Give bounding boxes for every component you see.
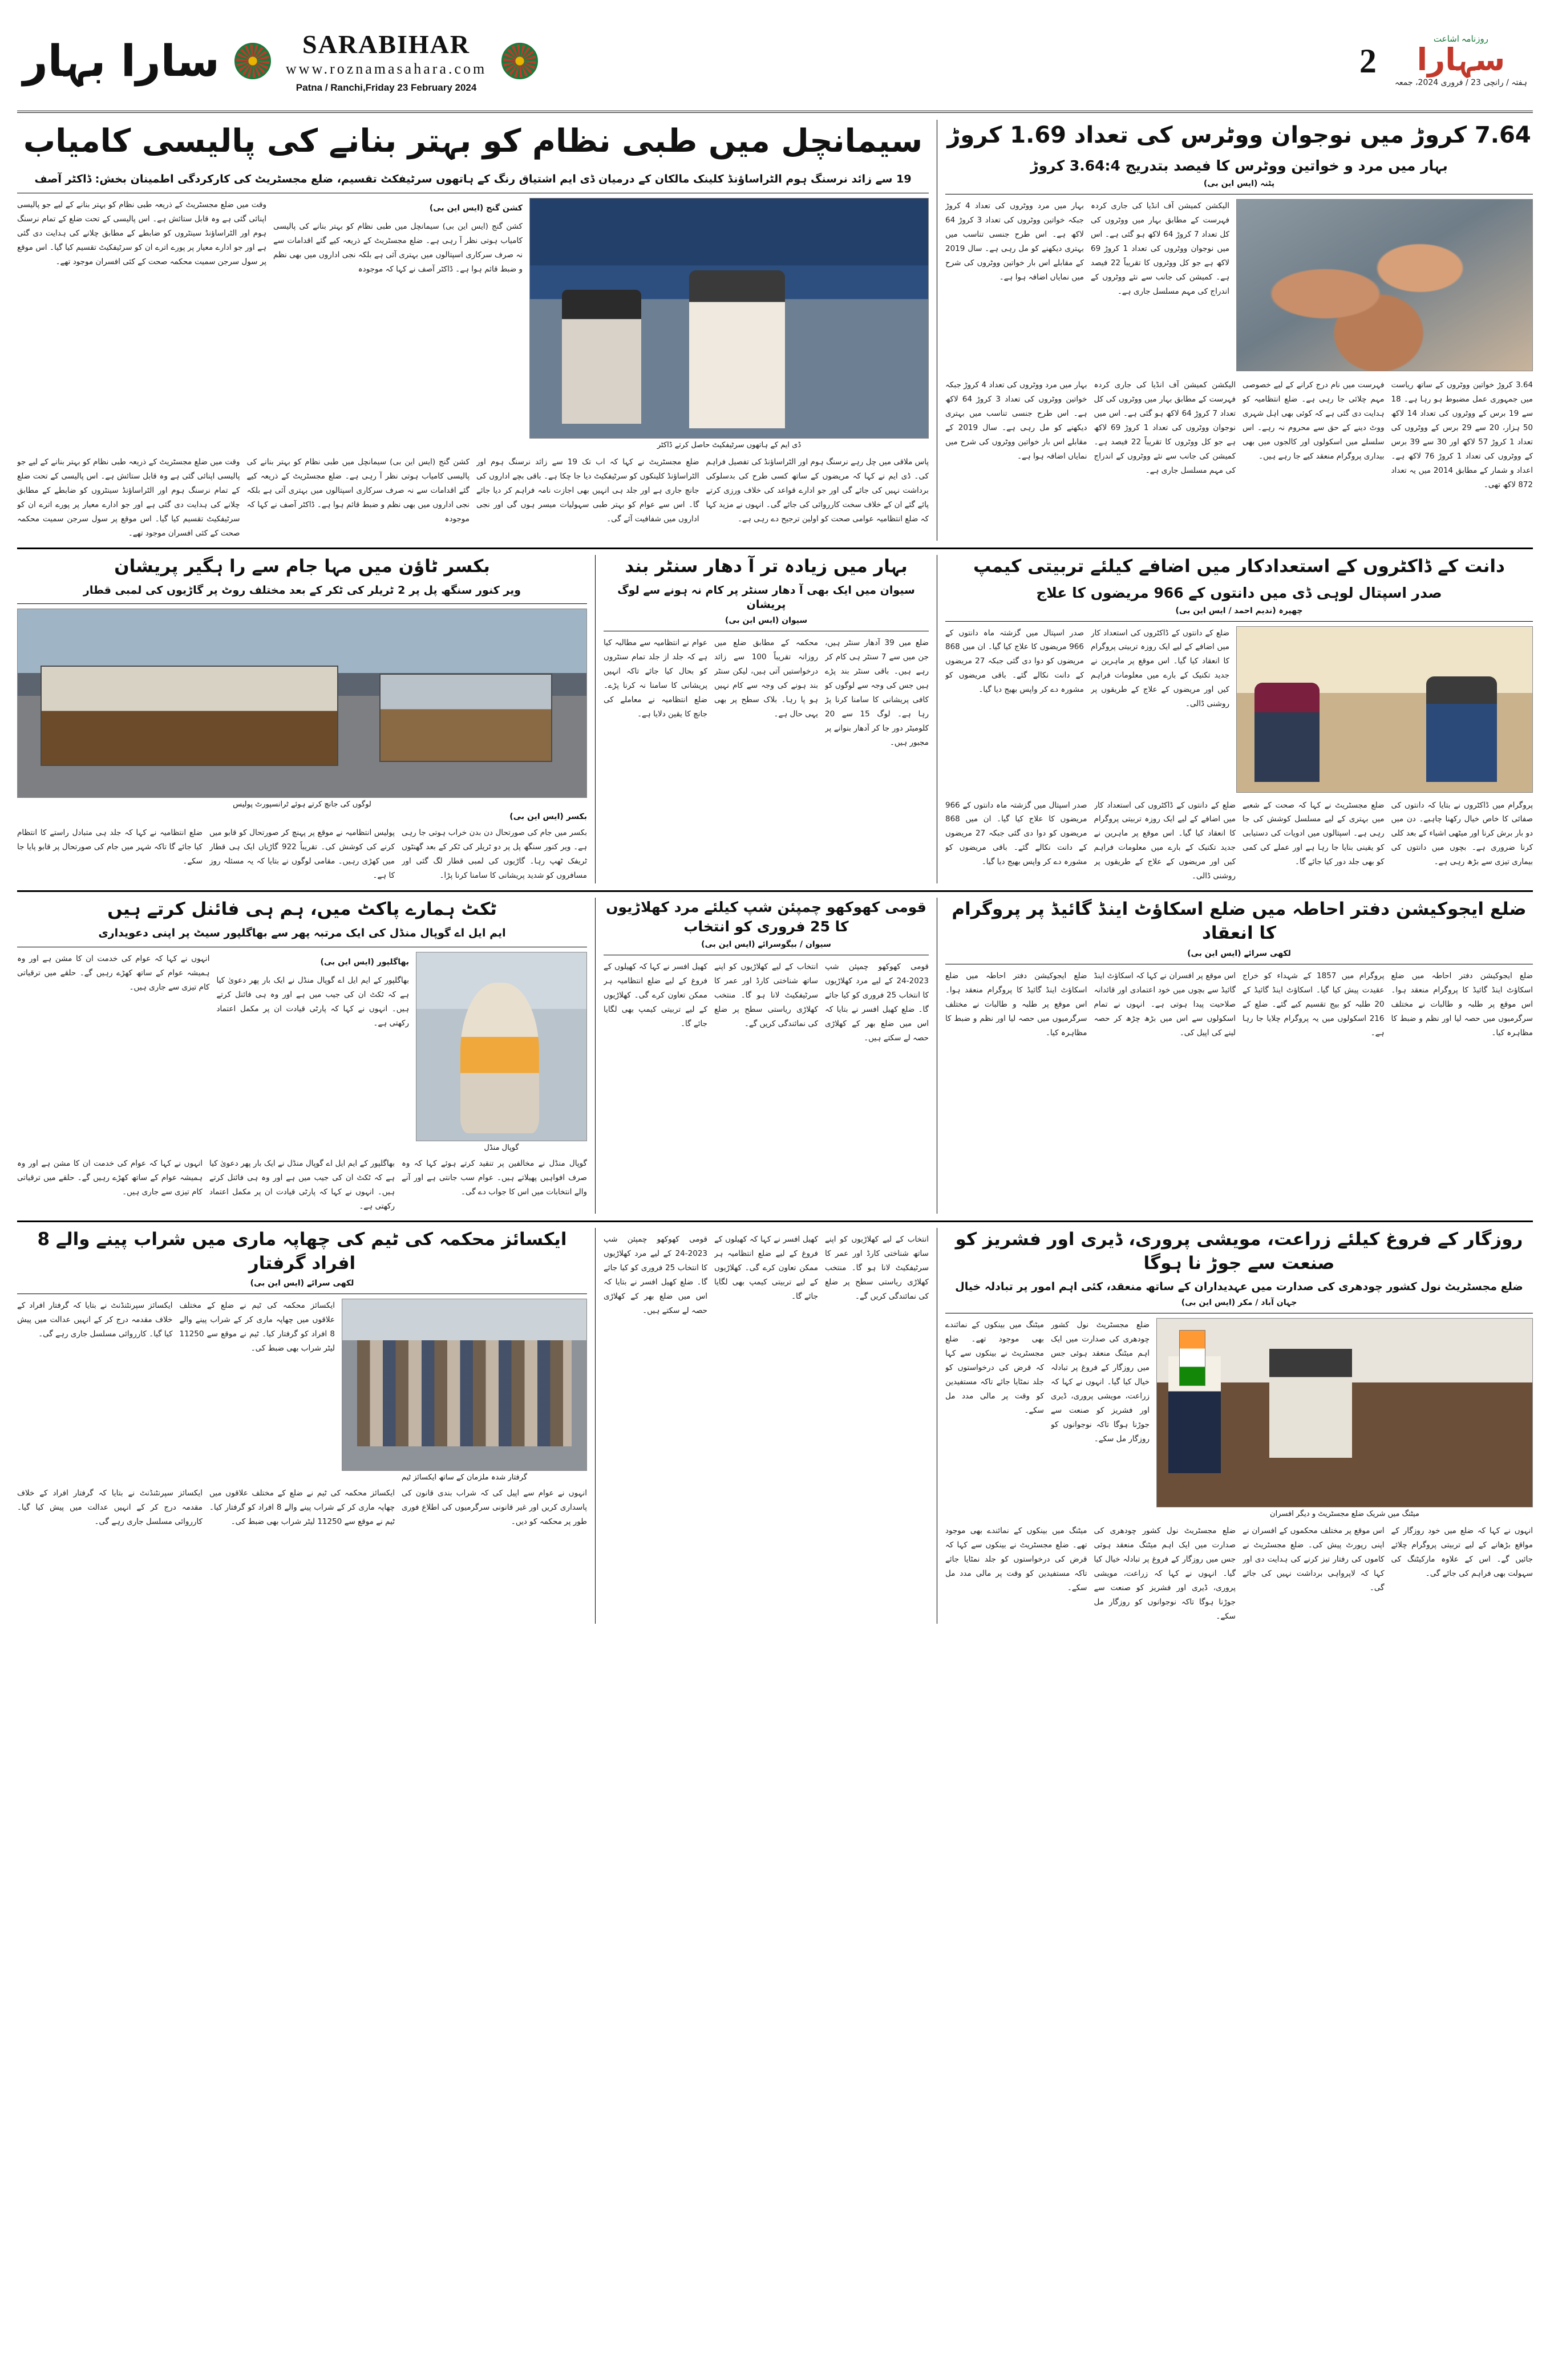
article-education — [945, 898, 1533, 1213]
employment-top — [945, 1318, 1533, 1518]
lead-col-d: ضلع مجسٹریٹ نے کہا کہ اب تک 19 سے زائد نرسنگ ہوم اور الٹراساؤنڈ کلینکوں کو سرٹیفکیٹ دیا جا چکا ہے۔ باقی بچے اداروں کی جانچ جاری ہے اور جلد ہی انہیں بھی اجازت نامہ فراہم کر دیا جائے گا۔ اس سے عوام کو بہتر طبی سہولیات میسر ہوں گی اور نجی اداروں میں شفافیت آئے گی۔ — [476, 457, 699, 524]
dental-col-c: پروگرام میں ڈاکٹروں نے بتایا کہ دانتوں کی صفائی کا خاص خیال رکھنا چاہیے۔ دن میں دو بار برش کرنا اور میٹھی اشیاء کے بعد کلی کرنا ضروری ہے۔ بچوں میں دانتوں کی بیماری تیزی سے بڑھ رہی ہے۔ — [1391, 800, 1533, 867]
aadhaar-col-a: ضلع میں 39 آدھار سنٹر ہیں، جن میں سے 7 سنٹر ہی کام کر رہے ہیں۔ باقی سنٹر بند پڑے ہیں جس کی وجہ سے لوگوں کو کافی پریشانی کا سامنا کرنا پڑ رہا ہے۔ لوگ 15 سے 20 کلومیٹر دور جا کر آدھار بنوانے پر مجبور ہیں۔ — [825, 638, 929, 747]
employment-byline: جہان آباد / مکر (ایس این بی) — [1181, 1298, 1297, 1307]
ticket-col-a — [217, 952, 410, 1152]
rule-below-middle-row — [17, 890, 1533, 892]
dental-col-b: صدر اسپتال میں گزشتہ ماہ دانتوں کے 966 مریضوں کا علاج کیا گیا۔ ان میں 868 مریضوں کو دوا دی گئی جبکہ 27 مریضوں کے دانت نکالے گئے۔ باقی مریضوں کو مشورہ دے کر واپس بھیج دیا گیا۔ — [945, 628, 1084, 695]
aadhaar-subhead: سیوان میں ایک بھی آ دھار سنٹر پر کام نہ ہونے سے لوگ پریشان — [617, 583, 915, 611]
ticket-col-b: انہوں نے کہا کہ عوام کی خدمت ان کا مشن ہے اور وہ ہمیشہ عوام کے ساتھ کھڑے رہیں گے۔ حلقے میں ترقیاتی کام تیزی سے جاری ہیں۔ — [17, 954, 210, 992]
lead-body-2 — [17, 455, 929, 541]
lead-body — [17, 198, 929, 449]
article-voters — [945, 120, 1533, 541]
voters-bottom — [945, 378, 1533, 492]
masthead-left — [1351, 35, 1527, 87]
excise-col-c: انہوں نے عوام سے اپیل کی کہ شراب بندی قانون کی پاسداری کریں اور غیر قانونی سرگرمیوں کی اطلاع فوری طور پر محکمہ کو دیں۔ — [402, 1489, 587, 1527]
employment-subhead: ضلع مجسٹریٹ نول کشور چودھری کی صدارت میں عہدیداران کے ساتھ منعقد، کئی اہم امور پر تبادلہ خیال — [955, 1280, 1523, 1294]
logo-top-line: روزنامہ اشاعت — [1433, 35, 1488, 44]
dental-col-f: صدر اسپتال میں گزشتہ ماہ دانتوں کے 966 مریضوں کا علاج کیا گیا۔ ان میں 868 مریضوں کو دوا دی گئی جبکہ 27 مریضوں کے دانت نکالے گئے۔ باقی مریضوں کو مشورہ دے کر واپس بھیج دیا گیا۔ — [945, 800, 1087, 867]
column-divider-3 — [595, 555, 596, 883]
ticket-col-d: بھاگلپور کے ایم ایل اے گوپال منڈل نے ایک بار پھر دعویٰ کیا ہے کہ ٹکٹ ان کی جیب میں ہے اور وہ ہی فائنل کرتے ہیں۔ انہوں نے کہا کہ پارٹی قیادت ان پر مکمل اعتماد رکھتی ہے۔ — [209, 1158, 395, 1211]
excise-photo-caption: گرفتار شدہ ملزمان کے ساتھ ایکسائز ٹیم — [401, 1473, 528, 1482]
masthead-right-title: سارا بہار — [23, 35, 220, 86]
voters-col-e: الیکشن کمیشن آف انڈیا کی جاری کردہ فہرست کے مطابق بہار میں ووٹروں کی کل تعداد 7 کروڑ 64 لاکھ ہو گئی ہے۔ اس میں نوجوان ووٹروں کی تعداد 1 کروڑ 69 لاکھ ہے جو کل ووٹروں کا تقریباً 22 فیصد ہے۔ کمیشن کی جانب سے نئے ووٹروں کے اندراج کی مہم مسلسل جاری ہے۔ — [1094, 380, 1236, 475]
excise-byline: لکھی سرائے (ایس این بی) — [250, 1279, 354, 1288]
column-divider-5 — [595, 898, 596, 1213]
article-employment — [945, 1228, 1533, 1624]
dental-col-d: ضلع مجسٹریٹ نے کہا کہ صحت کے شعبے میں بہتری کے لیے مسلسل کوشش کی جا رہی ہے۔ اسپتالوں میں ادویات کی دستیابی کو یقینی بنایا جا رہا ہے اور عملے کی کمی کو بھی جلد دور کیا جائے گا۔ — [1243, 800, 1385, 867]
article-buxar — [17, 555, 587, 883]
lead-headline: سیمانچل میں طبی نظام کو بہتر بنانے کی پالیسی کامیاب — [23, 123, 923, 160]
voters-photo — [1236, 199, 1533, 371]
dental-top — [945, 626, 1533, 793]
lead-photo — [529, 198, 929, 439]
aadhaar-body — [604, 636, 929, 750]
employment-photo-caption: میٹنگ میں شریک ضلع مجسٹریٹ و دیگر افسران — [1270, 1510, 1419, 1518]
buxar-photo — [17, 609, 587, 798]
lead-subhead: 19 سے زائد نرسنگ ہوم الٹراساؤنڈ کلینک مالکان کے درمیان ڈی ایم اشتیاق رنگ کے ہاتھوں سرٹیفکٹ تقسیم، ضلع مجسٹریٹ کی کارکردگی اطمینان بخش: ڈاکٹر آصف — [34, 172, 912, 185]
rule-below-top-row — [17, 548, 1533, 549]
lead-col-c: پاس ملاقی میں چل رہے نرسنگ ہوم اور الٹراساؤنڈ کی تفصیل فراہم کی۔ ڈی ایم نے کہا کہ مریضوں کے ساتھ کسی طرح کی بدسلوکی برداشت نہیں کی جائے گی اور جو ادارے قواعد کی خلاف ورزی کرتے پائے گئے ان کے خلاف سخت کارروائی کی جائے گی۔ انہوں نے مزید کہا کہ ضلع انتظامیہ عوامی صحت کو اولین ترجیح دے رہی ہے۔ — [706, 457, 929, 524]
indian-flag-icon — [1179, 1330, 1205, 1386]
article-lead — [17, 120, 929, 541]
excise-col-e: ایکسائز سپرنٹنڈنٹ نے بتایا کہ گرفتار افراد کے خلاف مقدمہ درج کر کے انہیں عدالت میں پیش کیا گیا۔ کارروائی مسلسل جاری رہے گی۔ — [17, 1489, 203, 1527]
employment-bottom — [945, 1524, 1533, 1624]
voters-col-a: الیکشن کمیشن آف انڈیا کی جاری کردہ فہرست کے مطابق بہار میں ووٹروں کی کل تعداد 7 کروڑ 64 لاکھ ہو گئی ہے۔ اس میں نوجوان ووٹروں کی تعداد 1 کروڑ 69 لاکھ ہے جو کل ووٹروں کا تقریباً 22 فیصد ہے۔ کمیشن کی جانب سے نئے ووٹروں کے اندراج کی مہم مسلسل جاری ہے۔ — [1091, 201, 1229, 296]
dental-photo — [1236, 626, 1533, 793]
sports-body — [604, 960, 929, 1045]
sports-col-a: قومی کھوکھو چمپئن شپ 2023-24 کے لیے مرد کھلاڑیوں کا انتخاب 25 فروری کو کیا جائے گا۔ ضلع کھیل افسر نے بتایا کہ اس میں ضلع بھر کے کھلاڑی حصہ لے سکتے ہیں۔ — [825, 962, 929, 1043]
ticket-photo — [416, 952, 587, 1141]
rosette-icon-left — [501, 43, 538, 79]
employment-col-d: اس موقع پر مختلف محکموں کے افسران نے اپنی رپورٹ پیش کی۔ ضلع مجسٹریٹ نے کاموں کی رفتار تیز کرنے کی ہدایت دی اور کہا کہ لاپرواہی برداشت نہیں کی جائے گی۔ — [1243, 1526, 1385, 1592]
logo-date: ہفتہ / رانچی 23 / فروری 2024، جمعہ — [1394, 78, 1527, 87]
employment-col-f: میٹنگ میں بینکوں کے نمائندے بھی موجود تھے۔ ضلع مجسٹریٹ نے بینکوں سے کہا کہ قرض کی درخواستوں کو جلد نمٹایا جائے تاکہ مستفیدین کو وقت پر مالی مدد مل سکے۔ — [945, 1526, 1087, 1592]
masthead-center — [286, 29, 487, 94]
excise-photo-wrap — [342, 1299, 587, 1482]
masthead — [17, 16, 1533, 113]
voters-top — [945, 199, 1533, 371]
lead-col-e: کشن گنج (ایس این بی) سیمانچل میں طبی نظام کو بہتر بنانے کی پالیسی کامیاب ہوتی نظر آ رہی ہے۔ ضلع مجسٹریٹ کے ذریعہ کیے گئے اقدامات سے نہ صرف سرکاری اسپتالوں میں بہتری آئی ہے بلکہ نجی اداروں میں بھی نظم و ضبط قائم ہوا ہے۔ ڈاکٹر آصف نے کہا کہ موجودہ — [246, 457, 470, 524]
dental-col-a: ضلع کے دانتوں کے ڈاکٹروں کی استعداد کار میں اضافے کے لیے ایک روزہ تربیتی پروگرام کا انعقاد کیا گیا۔ اس موقع پر ماہرین نے جدید تکنیک کے بارے میں معلومات فراہم کیں اور مریضوں کے علاج کے طریقوں پر روشنی ڈالی۔ — [1091, 628, 1229, 709]
lead-col-a-text: کشن گنج (ایس این بی) سیمانچل میں طبی نظام کو بہتر بنانے کی پالیسی کامیاب ہوتی نظر آ رہی ہے۔ ضلع مجسٹریٹ کے ذریعہ کیے گئے اقدامات سے نہ صرف سرکاری اسپتالوں میں بہتری آئی ہے بلکہ نجی اداروں میں بھی نظم و ضبط قائم ہوا ہے۔ ڈاکٹر آصف نے کہا کہ موجودہ — [273, 221, 523, 274]
voters-headline: 7.64 کروڑ میں نوجوان ووٹرس کی تعداد 1.69 کروڑ — [947, 122, 1531, 148]
buxar-byline: بکسر (ایس این بی) — [509, 812, 587, 822]
rule-below-third-row — [17, 1221, 1533, 1222]
aadhaar-col-b: محکمہ کے مطابق ضلع میں روزانہ تقریباً 100 سے زائد درخواستیں آتی ہیں، لیکن سنٹر بند ہونے کی وجہ سے کام نہیں ہو پا رہا۔ بلاک سطح پر بھی یہی حال ہے۔ — [714, 638, 818, 719]
place-date: Patna / Ranchi,Friday 23 February 2024 — [296, 82, 477, 93]
aadhaar-byline: سیوان (ایس این بی) — [725, 616, 808, 626]
buxar-body — [17, 826, 587, 883]
education-body — [945, 969, 1533, 1040]
voters-col-c: 3.64 کروڑ خواتین ووٹروں کے ساتھ ریاست میں جمہوری عمل مضبوط ہو رہا ہے۔ 18 سے 19 برس کے ووٹروں کی تعداد 14 لاکھ 50 ہزار، 20 سے 29 برس کے ووٹروں کی تعداد 1 کروڑ 57 لاکھ اور 30 سے 39 برس کے ووٹروں کی تعداد 1 کروڑ 76 لاکھ ہے۔ اعداد و شمار کے مطابق 2014 میں یہ تعداد 872 لاکھ تھی۔ — [1391, 380, 1533, 489]
ticket-photo-caption: گوپال منڈل — [484, 1143, 519, 1152]
buxar-col-b: پولیس انتظامیہ نے موقع پر پہنچ کر صورتحال کو قابو میں کرنے کی کوشش کی۔ تقریباً 922 گاڑیاں ایک ہی قطار میں کھڑی رہیں۔ مقامی لوگوں نے بتایا کہ یہ مسئلہ روز کا ہے۔ — [209, 828, 395, 881]
lead-col-b: وقت میں ضلع مجسٹریٹ کے ذریعہ طبی نظام کو بہتر بنانے کے لیے جو پالیسی اپنائی گئی ہے وہ قابل ستائش ہے۔ اس پالیسی کے تحت ضلع کے تمام نرسنگ ہوم اور الٹراساؤنڈ سینٹروں کو ضابطے کے مطابق چلانے کی ہدایت دی گئی ہے اور جو ادارے معیار پر پورے اترے ان کو سرٹیفکیٹ تقسیم کیا گیا۔ اس موقع پر سول سرجن سمیت محکمہ صحت کے کئی افسران موجود تھے۔ — [17, 200, 266, 266]
row-third — [17, 898, 1533, 1213]
sports-cont-body — [604, 1232, 929, 1318]
education-col-b: پروگرام میں 1857 کے شہداء کو خراج عقیدت پیش کیا گیا۔ اسکاؤٹ اینڈ گائیڈ کے 20 طلبہ کو بیج تقسیم کیے گئے۔ ضلع کے 216 اسکولوں میں یہ پروگرام چلایا جا رہا ہے۔ — [1243, 971, 1385, 1037]
ticket-photo-wrap — [416, 952, 587, 1152]
employment-col-c: انہوں نے کہا کہ ضلع میں خود روزگار کے مواقع بڑھانے کے لیے تربیتی پروگرام چلائے جائیں گے۔ اس کے علاوہ مارکیٹنگ کی سہولت بھی فراہم کی جائے گی۔ — [1391, 1526, 1533, 1578]
sports-cont-col-c: قومی کھوکھو چمپئن شپ 2023-24 کے لیے مرد کھلاڑیوں کا انتخاب 25 فروری کو کیا جائے گا۔ ضلع کھیل افسر نے بتایا کہ اس میں ضلع بھر کے کھلاڑی حصہ لے سکتے ہیں۔ — [604, 1234, 707, 1315]
voters-subhead: بہار میں مرد و خواتین ووٹرس کا فیصد بتدریج 3.64:4 کروڑ — [1030, 157, 1448, 174]
row-middle — [17, 555, 1533, 883]
sports-byline: سیوان / بیگوسرائے (ایس این بی) — [701, 939, 831, 949]
dental-bottom — [945, 798, 1533, 884]
lead-col-a — [273, 198, 523, 449]
sports-cont-col-a: انتخاب کے لیے کھلاڑیوں کو اپنے ساتھ شناختی کارڈ اور عمر کا سرٹیفکیٹ لانا ہو گا۔ منتخب کھلاڑی ریاستی سطح پر ضلع کی نمائندگی کریں گے۔ — [825, 1234, 929, 1301]
buxar-subhead: ویر کنور سنگھ پل پر 2 ٹریلر کی ٹکر کے بعد مختلف روٹ پر گاڑیوں کی لمبی قطار — [83, 583, 521, 597]
ticket-body — [17, 952, 587, 1152]
lead-photo-wrap — [529, 198, 929, 449]
buxar-headline: بکسر ٹاؤن میں مہا جام سے را ہگیر پریشان — [114, 556, 490, 577]
buxar-col-a: بکسر میں جام کی صورتحال دن بدن خراب ہوتی جا رہی ہے۔ ویر کنور سنگھ پل پر دو ٹریلر کی ٹکر کے بعد گھنٹوں ٹریفک ٹھپ رہا۔ گاڑیوں کی لمبی قطار لگ گئی اور مسافروں کو شدید پریشانی کا سامنا کرنا پڑا۔ — [402, 828, 587, 881]
ticket-subhead: ایم ایل اے گوپال منڈل کی ایک مرتبہ پھر سے بھاگلپور سیٹ پر اپنی دعویداری — [98, 927, 506, 940]
excise-body-2 — [17, 1486, 587, 1529]
excise-col-a: ایکسائز محکمہ کی ٹیم نے ضلع کے مختلف علاقوں میں چھاپہ ماری کر کے شراب پینے والے 8 افراد کو گرفتار کیا۔ ٹیم نے موقع سے 11250 لیٹر شراب بھی ضبط کی۔ — [179, 1301, 335, 1353]
ticket-col-a-text: بھاگلپور کے ایم ایل اے گوپال منڈل نے ایک بار پھر دعویٰ کیا ہے کہ ٹکٹ ان کی جیب میں ہے اور وہ ہی فائنل کرتے ہیں۔ انہوں نے کہا کہ پارٹی قیادت ان پر مکمل اعتماد رکھتی ہے۔ — [216, 975, 409, 1028]
dental-byline: چھپرہ (ندیم احمد / ایس این بی) — [1175, 606, 1303, 615]
education-col-d: ضلع ایجوکیشن دفتر احاطہ میں ضلع اسکاؤٹ اینڈ گائیڈ کا پروگرام منعقد ہوا۔ اس موقع پر طلبہ و طالبات نے مختلف سرگرمیوں میں حصہ لیا اور نظم و ضبط کا مظاہرہ کیا۔ — [945, 971, 1087, 1037]
voters-col-b: بہار میں مرد ووٹروں کی تعداد 4 کروڑ جبکہ خواتین ووٹروں کی تعداد 3 کروڑ 64 لاکھ ہے۔ اس طرح جنسی تناسب میں بہتری دیکھنے کو مل رہی ہے۔ سال 2019 کے مقابلے اس بار خواتین ووٹروں کی شرح میں نمایاں اضافہ ہوا ہے۔ — [945, 201, 1084, 282]
masthead-center-group — [23, 29, 538, 94]
employment-photo — [1156, 1318, 1533, 1507]
voters-col-f: بہار میں مرد ووٹروں کی تعداد 4 کروڑ جبکہ خواتین ووٹروں کی تعداد 3 کروڑ 64 لاکھ ہے۔ اس طرح جنسی تناسب میں بہتری دیکھنے کو مل رہی ہے۔ سال 2019 کے مقابلے اس بار خواتین ووٹروں کی شرح میں نمایاں اضافہ ہوا ہے۔ — [945, 380, 1087, 461]
excise-photo — [342, 1299, 587, 1471]
employment-photo-wrap — [1156, 1318, 1533, 1518]
page-content — [17, 120, 1533, 1624]
education-headline: ضلع ایجوکیشن دفتر احاطہ میں ضلع اسکاؤٹ اینڈ گائیڈ پر پروگرام کا انعقاد — [952, 899, 1527, 944]
logo-urdu-title: سہارا — [1417, 42, 1506, 78]
site-name: SARABIHAR — [302, 29, 471, 59]
ticket-body-2 — [17, 1157, 587, 1214]
excise-headline: ایکسائز محکمہ کی ٹیم کی چھاپہ ماری میں شراب پینے والے 8 افراد گرفتار — [37, 1228, 567, 1274]
education-col-c: اس موقع پر افسران نے کہا کہ اسکاؤٹ اینڈ گائیڈ سے بچوں میں خود اعتمادی اور قائدانہ صلاحیت پیدا ہوتی ہے۔ انہوں نے تمام اسکولوں سے اس میں بڑھ چڑھ کر حصہ لینے کی اپیل کی۔ — [1094, 971, 1236, 1037]
publication-logo — [1395, 35, 1527, 87]
column-divider-7 — [595, 1228, 596, 1624]
dental-headline: دانت کے ڈاکٹروں کے استعدادکار میں اضافے کیلئے تربیتی کیمپ — [973, 556, 1505, 577]
article-ticket — [17, 898, 587, 1213]
sports-col-c: کھیل افسر نے کہا کہ کھیلوں کے فروغ کے لیے ضلع انتظامیہ ہر ممکن تعاون کرے گی۔ کھلاڑیوں کے لیے تربیتی کیمپ بھی لگایا جائے گا۔ — [604, 962, 707, 1028]
excise-col-d: ایکسائز محکمہ کی ٹیم نے ضلع کے مختلف علاقوں میں چھاپہ ماری کر کے شراب پینے والے 8 افراد کو گرفتار کیا۔ ٹیم نے موقع سے 11250 لیٹر شراب بھی ضبط کی۔ — [209, 1489, 395, 1527]
employment-col-a: ضلع مجسٹریٹ نول کشور چودھری کی صدارت میں ایک اہم میٹنگ منعقد ہوئی جس میں روزگار کے فروغ پر تبادلہ خیال کیا گیا۔ انہوں نے کہا کہ زراعت، مویشی پروری، ڈیری اور فشریز کو صنعت سے جوڑنا ہوگا تاکہ نوجوانوں کو روزگار مل سکے۔ — [1051, 1320, 1150, 1444]
article-sports — [604, 898, 929, 1213]
voters-col-d: فہرست میں نام درج کرانے کے لیے خصوصی مہم چلائی جا رہی ہے۔ ضلع انتظامیہ کو ہدایت دی گئی ہے کہ کوئی بھی اہل شہری ووٹ دینے کے حق سے محروم نہ رہے۔ اس سلسلے میں اسکولوں اور کالجوں میں بھی بیداری پروگرام منعقد کیے جا رہے ہیں۔ — [1243, 380, 1385, 461]
site-url[interactable]: www.roznamasahara.com — [285, 60, 487, 77]
aadhaar-col-c: عوام نے انتظامیہ سے مطالبہ کیا ہے کہ جلد از جلد تمام سنٹروں کو بحال کیا جائے تاکہ انہیں پریشانی کا سامنا نہ کرنا پڑے۔ ضلع انتظامیہ نے معاملے کی جانچ کا یقین دلایا ہے۔ — [604, 638, 707, 719]
sports-col-b: انتخاب کے لیے کھلاڑیوں کو اپنے ساتھ شناختی کارڈ اور عمر کا سرٹیفکیٹ لانا ہو گا۔ منتخب کھلاڑی ریاستی سطح پر ضلع کی نمائندگی کریں گے۔ — [714, 962, 818, 1028]
dental-subhead: صدر اسپتال لوہی ڈی میں دانتوں کے 966 مریضوں کا علاج — [1036, 584, 1442, 601]
aadhaar-headline: بہار میں زیادہ تر آ دھار سنٹر بند — [625, 556, 908, 577]
ticket-byline: بھاگلپور (ایس این بی) — [320, 957, 409, 967]
ticket-headline: ٹکٹ ہمارے پاکٹ میں، ہم ہی فائنل کرتے ہیں — [107, 899, 497, 920]
article-excise — [17, 1228, 587, 1624]
employment-col-b: میٹنگ میں بینکوں کے نمائندے بھی موجود تھے۔ ضلع مجسٹریٹ نے بینکوں سے کہا کہ قرض کی درخواستوں کو جلد نمٹایا جائے تاکہ مستفیدین کو وقت پر مالی مدد مل سکے۔ — [945, 1320, 1044, 1415]
rosette-icon-right — [234, 43, 271, 79]
sports-headline: قومی کھوکھو چمپئن شپ کیلئے مرد کھلاڑیوں کا 25 فروری کو انتخاب — [606, 899, 926, 935]
page-number: 2 — [1359, 42, 1377, 80]
employment-col-e: ضلع مجسٹریٹ نول کشور چودھری کی صدارت میں ایک اہم میٹنگ منعقد ہوئی جس میں روزگار کے فروغ پر تبادلہ خیال کیا گیا۔ انہوں نے کہا کہ زراعت، مویشی پروری، ڈیری اور فشریز کو صنعت سے جوڑنا ہوگا تاکہ نوجوانوں کو روزگار مل سکے۔ — [1094, 1526, 1236, 1621]
employment-headline: روزگار کے فروغ کیلئے زراعت، مویشی پروری، ڈیری اور فشریز کو صنعت سے جوڑ نا ہوگا — [955, 1228, 1523, 1274]
article-aadhaar — [604, 555, 929, 883]
dental-col-e: ضلع کے دانتوں کے ڈاکٹروں کی استعداد کار میں اضافے کے لیے ایک روزہ تربیتی پروگرام کا انعقاد کیا گیا۔ اس موقع پر ماہرین نے جدید تکنیک کے بارے میں معلومات فراہم کیں اور مریضوں کے علاج کے طریقوں پر روشنی ڈالی۔ — [1094, 800, 1236, 881]
ticket-col-e: انہوں نے کہا کہ عوام کی خدمت ان کا مشن ہے اور وہ ہمیشہ عوام کے ساتھ کھڑے رہیں گے۔ حلقے میں ترقیاتی کام تیزی سے جاری ہیں۔ — [17, 1158, 203, 1197]
lead-byline: کشن گنج (ایس این بی) — [429, 204, 523, 213]
excise-body — [17, 1299, 587, 1482]
article-dental — [945, 555, 1533, 883]
row-bottom — [17, 1228, 1533, 1624]
lead-col-f: وقت میں ضلع مجسٹریٹ کے ذریعہ طبی نظام کو بہتر بنانے کے لیے جو پالیسی اپنائی گئی ہے وہ قابل ستائش ہے۔ اس پالیسی کے تحت ضلع کے تمام نرسنگ ہوم اور الٹراساؤنڈ سینٹروں کو ضابطے کے مطابق چلانے کی ہدایت دی گئی ہے اور جو ادارے معیار پر پورے اترے ان کو سرٹیفکیٹ تقسیم کیا گیا۔ اس موقع پر سول سرجن سمیت محکمہ صحت کے کئی افسران موجود تھے۔ — [17, 457, 240, 538]
education-col-a: ضلع ایجوکیشن دفتر احاطہ میں ضلع اسکاؤٹ اینڈ گائیڈ کا پروگرام منعقد ہوا۔ اس موقع پر طلبہ و طالبات نے مختلف سرگرمیوں میں حصہ لیا اور نظم و ضبط کا مظاہرہ کیا۔ — [1391, 971, 1533, 1037]
voters-byline: پٹنہ (ایس این بی) — [1203, 179, 1275, 188]
row-top — [17, 120, 1533, 541]
buxar-photo-caption: لوگوں کی جانچ کرتے ہوئے ٹرانسپورٹ پولیس — [233, 800, 371, 809]
lead-photo-caption: ڈی ایم کے ہاتھوں سرٹیفکیٹ حاصل کرتے ڈاکٹر — [657, 441, 802, 450]
ticket-col-c: گوپال منڈل نے مخالفین پر تنقید کرتے ہوئے کہا کہ وہ صرف افواہیں پھیلاتے ہیں۔ عوام سب جانتی ہے اور آنے والے انتخابات میں اس کا جواب دے گی۔ — [402, 1158, 587, 1197]
buxar-col-c: ضلع انتظامیہ نے کہا کہ جلد ہی متبادل راستے کا انتظام کیا جائے گا تاکہ شہر میں جام کی صورتحال پر قابو پایا جا سکے۔ — [17, 828, 203, 866]
excise-col-b: ایکسائز سپرنٹنڈنٹ نے بتایا کہ گرفتار افراد کے خلاف مقدمہ درج کر کے انہیں عدالت میں پیش کیا گیا۔ کارروائی مسلسل جاری رہے گی۔ — [17, 1301, 173, 1339]
education-byline: لکھی سرائے (ایس این بی) — [1187, 949, 1291, 958]
sports-cont-col-b: کھیل افسر نے کہا کہ کھیلوں کے فروغ کے لیے ضلع انتظامیہ ہر ممکن تعاون کرے گی۔ کھلاڑیوں کے لیے تربیتی کیمپ بھی لگایا جائے گا۔ — [714, 1234, 818, 1301]
article-sports-continued — [604, 1228, 929, 1624]
